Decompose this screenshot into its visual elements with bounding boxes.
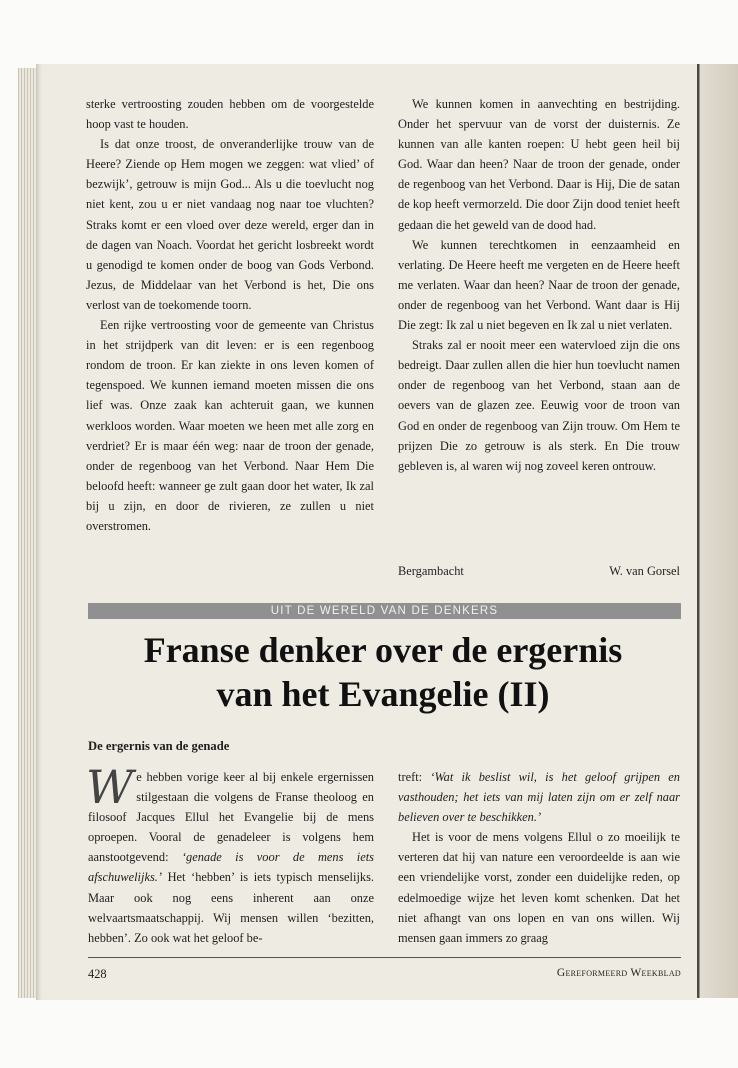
journal-name: Gereformeerd Weekblad: [556, 967, 681, 979]
quote: ‘Wat ik beslist wil, is het geloof grijpen en vasthouden; het iets van mij laten zijn om er zelf naar believen over te beschikken.’: [398, 770, 680, 825]
text-run: e hebben vorige keer al bij enkele ergernissen stilgestaan die volgens de Franse theoloog en filosoof Jacques Ellul het Evangelie bij de mens oproepen. Vooral de genadeleer is volgens hem aanstootgevend:: [88, 770, 374, 865]
bottom-article-left-column: [86, 760, 374, 948]
paragraph: [86, 760, 374, 948]
paragraph: [398, 767, 680, 827]
book-gutter-right: [697, 64, 738, 998]
article-title: [86, 628, 680, 716]
page-number: 428: [88, 967, 107, 981]
paragraph: Het is voor de mens volgens Ellul o zo moeilijk te verteren dat hij van nature een veroordeelde is aan wie een vriendelijke vorst, zonder een duidelijke reden, op edelmoedige wijze het leven komt schenken. Dat het niet afhangt van ons lopen en van ons willen. Wij mensen gaan immers zo graag: [398, 830, 680, 945]
top-article-right-column: [398, 94, 680, 476]
text-run: treft:: [398, 770, 431, 784]
title-line-1: Franse denker over de ergernis: [143, 630, 623, 670]
paragraph: Een rijke vertroosting voor de gemeente van Christus in het strijdperk van dit leven: er is een regenboog rondom de troon. Er kan ziekte in ons leven komen of tegenspoed. We kunnen iemand moeten missen die ons lief was. Onze zaak kan achteruit gaan, we kunnen werkloos worden. Waar moeten we heen met alle zorg en verdriet? Er is maar één weg: naar de troon der genade, onder de regenboog van het Verbond. Naar Hem Die beloofd heeft: wanneer ge zult gaan door het water, Ik zal bij u zijn, en door de rivieren, ze zullen u niet overstromen.: [86, 318, 374, 533]
book-page-edges: [18, 68, 38, 998]
section-label: UIT DE WERELD VAN DE DENKERS: [88, 603, 681, 619]
author: W. van Gorsel: [609, 564, 680, 578]
bottom-article-right-column: [398, 767, 680, 948]
paragraph: We kunnen komen in aanvechting en bestrijding. Onder het spervuur van de vorst der duisternis. Ze kunnen van alle kanten roepen: U hebt geen heil bij God. Waar dan heen? Naar de troon der genade, onder de regenboog van het Verbond. Daar is Hij, Die de satan de kop heeft vermorzeld. Die door Zijn dood teniet heeft gedaan die het geweld van de dood had.: [398, 97, 680, 232]
quote: ‘genade is voor de mens iets afschuwelijks.’: [88, 850, 374, 885]
paragraph: sterke vertroosting zouden hebben om de voorgestelde hoop vast te houden.: [86, 97, 374, 132]
paragraph: Is dat onze troost, de onveranderlijke trouw van de Heere? Ziende op Hem mogen we zeggen: wat vlied’ of bezwijk’, getrouw is mijn God... Als u die toevlucht nog niet kent, zou u er niet vandaag nog naar toe vluchten? Straks komt er een vloed over deze wereld, erger dan in de dagen van Noach. Voordat het gericht losbreekt wordt u genodigd te komen onder de boog van Gods Verbond. Jezus, de Middelaar van het Verbond is het, Die ons verlost van de toekomende toorn.: [86, 137, 374, 312]
title-line-2: van het Evangelie (II): [216, 674, 550, 714]
paragraph: Straks zal er nooit meer een watervloed zijn die ons bedreigt. Daar zullen allen die hier hun toevlucht namen onder de regenboog van het Verbond, staan aan de oevers van de glazen zee. Eeuwig voor de troon van God en onder de regenboog van Zijn trouw. Om Hem te prijzen Die zo getrouw is als sterk. En Die trouw gebleven is, al waren wij nog zoveel keren ontrouw.: [398, 338, 680, 473]
text-run: Het ‘hebben’ is iets typisch menselijks. Maar ook nog eens inherent aan onze welvaartsmaatschappij. Wij mensen willen ‘bezitten, hebben’. Zo ook wat het geloof be-: [88, 870, 374, 945]
paragraph: We kunnen terechtkomen in eenzaamheid en verlating. De Heere heeft me vergeten en de Heere heeft me verlaten. Waar dan heen? Naar de troon der genade, onder de regenboog van het Verbond. Want daar is Hij Die zegt: Ik zal u niet begeven en Ik zal u niet verlaten.: [398, 237, 680, 333]
place: Bergambacht: [398, 564, 464, 578]
drop-cap: W: [86, 760, 134, 814]
signature-row: [398, 564, 680, 579]
top-article-left-column: [86, 94, 374, 536]
footer-rule: [88, 957, 681, 958]
subheading: De ergernis van de genade: [88, 739, 230, 753]
